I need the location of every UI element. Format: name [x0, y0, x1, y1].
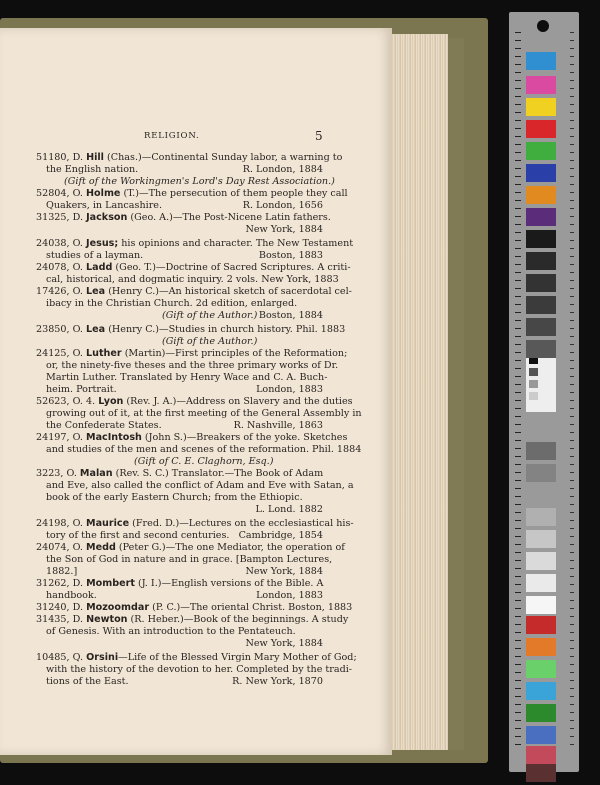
- catalog-line: [46, 530, 323, 542]
- line-text: 51180, D.: [36, 152, 87, 163]
- hole-top: [537, 20, 549, 32]
- author-name: Lyon: [98, 396, 124, 407]
- color-patch: [526, 296, 556, 314]
- line-text: 31262, D.: [36, 578, 87, 589]
- line-text: 3223, O.: [36, 468, 80, 479]
- line-text: handbook.: [46, 590, 97, 601]
- color-patch: [526, 98, 556, 116]
- catalog-line: [46, 200, 323, 212]
- catalog-line: [46, 492, 303, 504]
- line-text: 24198, O.: [36, 518, 87, 529]
- line-text-rest: (Henry C.)—An historical sketch of sacerdotal cel-: [105, 286, 352, 297]
- imprint: London, 1883: [256, 384, 323, 395]
- line-text-rest: (T.)—The persecution of them people they call: [120, 188, 348, 199]
- catalog-line: [46, 626, 296, 638]
- color-patch: [526, 726, 556, 744]
- color-patch: [526, 638, 556, 656]
- catalog-line: [36, 602, 352, 614]
- color-patch: [526, 764, 556, 782]
- color-patch: [526, 486, 556, 504]
- color-patch: [526, 318, 556, 336]
- line-text: and studies of the men and scenes of the reformation. Phil. 1884: [46, 444, 362, 455]
- line-text: the Confederate States.: [46, 420, 162, 431]
- catalog-line: [46, 250, 323, 262]
- line-text: cal, historical, and dogmatic inquiry. 2 vols. New York, 1883: [46, 274, 339, 285]
- color-patch: [526, 142, 556, 160]
- line-text: 31325, D.: [36, 212, 87, 223]
- catalog-line: [36, 432, 347, 444]
- line-text: Quakers, in Lancashire.: [46, 200, 163, 211]
- line-text-rest: (John S.)—Breakers of the yoke. Sketches: [141, 432, 348, 443]
- line-text: with the history of the devotion to her. Completed by the tradi-: [46, 664, 353, 675]
- author-name: Jackson: [86, 212, 128, 223]
- line-text: 24038, O.: [36, 238, 87, 249]
- line-text: the English nation.: [46, 164, 139, 175]
- color-patch: [526, 76, 556, 94]
- imprint: R. New York, 1870: [232, 676, 323, 687]
- author-name: Ladd: [86, 262, 113, 273]
- catalog-line: [36, 324, 345, 336]
- line-text: 24078, O.: [36, 262, 87, 273]
- catalog-line: [36, 396, 353, 408]
- imprint: New York, 1884: [245, 224, 323, 235]
- catalog-line: [162, 310, 323, 322]
- author-name: Maurice: [86, 518, 130, 529]
- author-name: Jesus;: [86, 238, 119, 249]
- line-text-rest: (Rev. J. A.)—Address on Slavery and the duties: [123, 396, 353, 407]
- catalog-line: [36, 238, 353, 250]
- line-text-rest: (J. I.)—English versions of the Bible. A: [134, 578, 324, 589]
- color-patch: [526, 552, 556, 570]
- catalog-line: [46, 372, 327, 384]
- line-text: 52623, O. 4.: [36, 396, 99, 407]
- catalog-line: [36, 152, 342, 164]
- imprint: L. Lond. 1882: [255, 504, 323, 515]
- line-text: (Gift of C. E. Claghorn, Esq.): [134, 456, 274, 467]
- line-text: 10485, Q.: [36, 652, 87, 663]
- line-text: growing out of it, at the first meeting of the General Assembly in: [46, 408, 362, 419]
- line-text: ibacy in the Christian Church. 2d edition, enlarged.: [46, 298, 298, 309]
- line-text: 23850, O.: [36, 324, 87, 335]
- catalog-line: [46, 384, 323, 396]
- catalog-line: [134, 456, 273, 468]
- catalog-line: [46, 554, 332, 566]
- catalog-line: [46, 480, 354, 492]
- imprint: New York, 1884: [245, 638, 323, 649]
- imprint: London, 1883: [256, 590, 323, 601]
- catalog-line: [162, 336, 257, 348]
- color-patch: [526, 616, 556, 634]
- line-text: of Genesis. With an introduction to the Pentateuch.: [46, 626, 296, 637]
- catalog-line: [46, 408, 362, 420]
- color-patch: [526, 574, 556, 592]
- color-patch: [526, 274, 556, 292]
- page-edges: [392, 34, 448, 750]
- line-text-rest: (R. Heber.)—Book of the beginnings. A study: [127, 614, 349, 625]
- color-patch: [526, 164, 556, 182]
- line-text: 31435, D.: [36, 614, 87, 625]
- color-patch: [526, 230, 556, 248]
- line-text-rest: his opinions and character. The New Testament: [118, 238, 354, 249]
- author-name: Hill: [86, 152, 104, 163]
- book-page: [0, 28, 392, 755]
- catalog-line: [46, 360, 338, 372]
- scale-ticks-right: [570, 32, 574, 752]
- line-text: or, the ninety-five theses and the three primary works of Dr.: [46, 360, 339, 371]
- catalog-line: [46, 676, 323, 688]
- line-text: studies of a layman.: [46, 250, 144, 261]
- catalog-line: [46, 566, 323, 578]
- catalog-line: [36, 578, 323, 590]
- catalog-line: [64, 176, 335, 188]
- author-name: Newton: [86, 614, 128, 625]
- line-text: (Gift of the Author.): [162, 310, 258, 321]
- line-text-rest: (Chas.)—Continental Sunday labor, a warning to: [103, 152, 343, 163]
- color-patch: [526, 252, 556, 270]
- color-patch: [526, 508, 556, 526]
- catalog-line: [36, 652, 357, 664]
- line-text: the Son of God in nature and in grace. [Bampton Lectures,: [46, 554, 333, 565]
- line-text: tory of the first and second centuries.: [46, 530, 230, 541]
- catalog-line: [36, 188, 348, 200]
- color-patch: [526, 340, 556, 358]
- line-text: (Gift of the Workingmen's Lord's Day Rest Association.): [64, 176, 335, 187]
- line-text: and Eve, also called the conflict of Adam and Eve with Satan, a: [46, 480, 354, 491]
- page-number: 5: [315, 129, 323, 143]
- line-text: heim. Portrait.: [46, 384, 117, 395]
- color-patch: [526, 442, 556, 460]
- color-patch: [526, 208, 556, 226]
- imprint: Cambridge, 1854: [238, 530, 323, 541]
- color-patch: [526, 660, 556, 678]
- catalog-line: [36, 212, 331, 224]
- line-text-rest: (Martin)—First principles of the Reformation;: [121, 348, 348, 359]
- line-text-rest: (Geo. T.)—Doctrine of Sacred Scriptures. A criti-: [112, 262, 351, 273]
- catalog-line: [46, 664, 352, 676]
- author-name: Holme: [86, 188, 121, 199]
- line-text-rest: (Peter G.)—The one Mediator, the operation of: [115, 542, 345, 553]
- line-text: 24074, O.: [36, 542, 87, 553]
- catalog-line: [46, 164, 323, 176]
- line-text: book of the early Eastern Church; from the Ethiopic.: [46, 492, 303, 503]
- catalog-line: [36, 348, 347, 360]
- catalog-line: [36, 468, 323, 480]
- author-name: Lea: [86, 324, 106, 335]
- author-name: Medd: [86, 542, 116, 553]
- imprint: R. London, 1656: [242, 200, 323, 211]
- catalog-line: [46, 274, 339, 286]
- line-text-rest: (Henry C.)—Studies in church history. Phil. 1883: [105, 324, 346, 335]
- line-text: (Gift of the Author.): [162, 336, 258, 347]
- line-text: 24197, O.: [36, 432, 87, 443]
- line-text: 24125, O.: [36, 348, 87, 359]
- catalog-line: [36, 286, 352, 298]
- scale-ticks-left: [515, 32, 521, 752]
- running-head: RELIGION.: [144, 131, 200, 141]
- author-name: Mozoomdar: [86, 602, 150, 613]
- imprint: Boston, 1884: [258, 310, 323, 321]
- author-name: Lea: [86, 286, 106, 297]
- author-name: Malan: [79, 468, 113, 479]
- catalog-line: [46, 298, 297, 310]
- line-text-rest: (P. C.)—The oriental Christ. Boston, 1883: [149, 602, 353, 613]
- page-header: [0, 131, 392, 145]
- line-text: Martin Luther. Translated by Henry Wace and C. A. Buch-: [46, 372, 328, 383]
- author-name: Orsini: [86, 652, 119, 663]
- line-text-rest: —Life of the Blessed Virgin Mary Mother of God;: [118, 652, 357, 663]
- catalog-line: [46, 444, 361, 456]
- catalog-line: [36, 542, 345, 554]
- catalog-line: [36, 614, 348, 626]
- color-patch: [526, 704, 556, 722]
- line-text: 31240, D.: [36, 602, 87, 613]
- color-checker-card: [509, 12, 579, 772]
- line-text: 52804, O.: [36, 188, 87, 199]
- color-patch: [526, 186, 556, 204]
- line-text: 17426, O.: [36, 286, 87, 297]
- line-text: tions of the East.: [46, 676, 129, 687]
- catalog-line: [46, 420, 323, 432]
- color-patch: [526, 530, 556, 548]
- imprint: New York, 1884: [245, 566, 323, 577]
- color-patch: [526, 464, 556, 482]
- color-patch: [526, 746, 556, 764]
- catalog-line: [36, 262, 351, 274]
- color-bar-label: [526, 350, 556, 412]
- line-text: 1882.]: [46, 566, 78, 577]
- imprint: R. Nashville, 1863: [233, 420, 323, 431]
- line-text-rest: (Rev. S. C.) Translator.—The Book of Adam: [112, 468, 324, 479]
- color-patch: [526, 682, 556, 700]
- author-name: Luther: [86, 348, 122, 359]
- author-name: Mombert: [86, 578, 135, 589]
- imprint: Boston, 1883: [258, 250, 323, 261]
- line-text-rest: (Fred. D.)—Lectures on the ecclesiastical his-: [129, 518, 354, 529]
- imprint: R. London, 1884: [242, 164, 323, 175]
- catalog-line: [46, 590, 323, 602]
- line-text-rest: (Geo. A.)—The Post-Nicene Latin fathers.: [127, 212, 331, 223]
- color-patch: [526, 596, 556, 614]
- color-patch: [526, 52, 556, 70]
- color-patch: [526, 120, 556, 138]
- cover-board: [448, 38, 464, 750]
- author-name: MacIntosh: [86, 432, 142, 443]
- catalog-line: [36, 518, 354, 530]
